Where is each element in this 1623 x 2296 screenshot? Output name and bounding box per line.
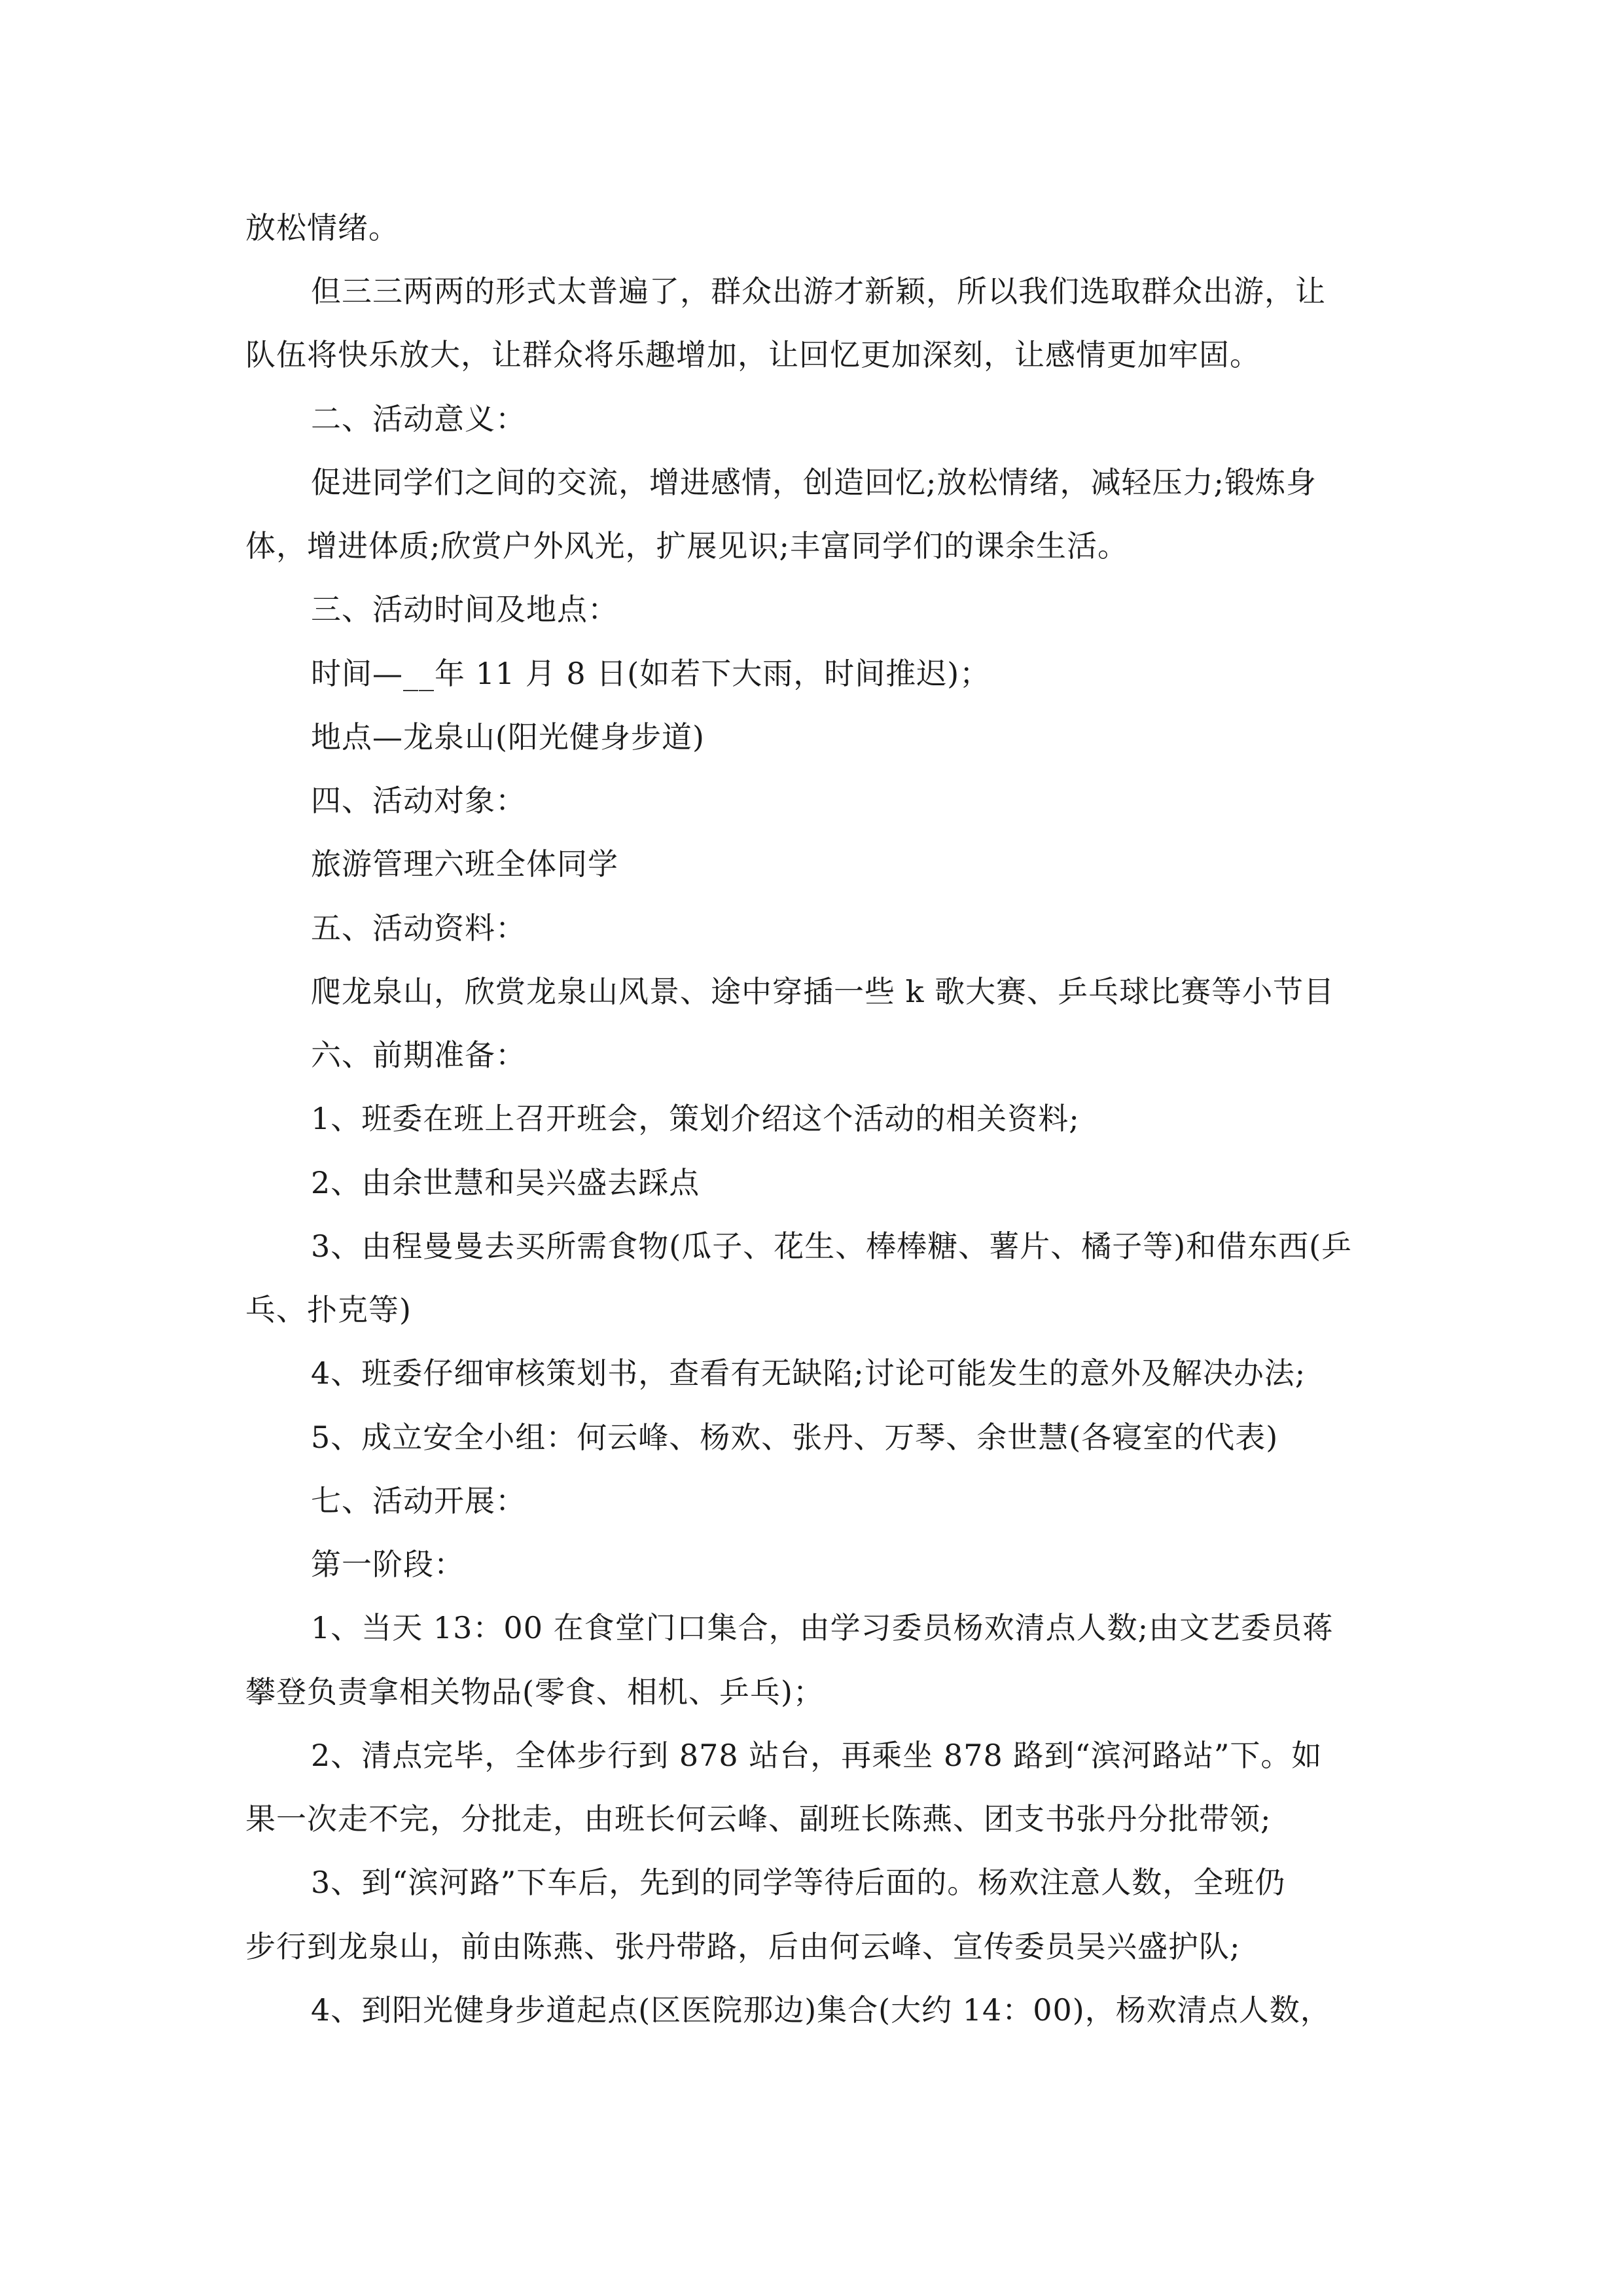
section-heading: 六、前期准备： (311, 1037, 526, 1073)
list-item: 4、到阳光健身步道起点(区医院那边)集合(大约 14：00)，杨欢清点人数， (311, 1992, 1331, 2028)
section-heading: 四、活动对象： (311, 783, 526, 818)
paragraph-line: 放松情绪。 (245, 210, 399, 245)
list-item: 1、班委在班上召开班会，策划介绍这个活动的相关资料; (311, 1101, 1080, 1136)
paragraph-line: 体，增进体质;欣赏户外风光，扩展见识;丰富同学们的课余生活。 (245, 528, 1128, 564)
section-heading: 三、活动时间及地点： (311, 592, 618, 627)
list-item: 2、清点完毕，全体步行到 878 站台，再乘坐 878 路到“滨河路站”下。如 (311, 1738, 1323, 1773)
paragraph-line: 旅游管理六班全体同学 (311, 846, 618, 882)
list-item: 4、班委仔细审核策划书，查看有无缺陷;讨论可能发生的意外及解决办法; (311, 1355, 1306, 1391)
paragraph-line: 队伍将快乐放大，让群众将乐趣增加，让回忆更加深刻，让感情更加牢固。 (245, 337, 1260, 372)
section-heading: 七、活动开展： (311, 1483, 526, 1518)
list-item-continuation: 果一次走不完，分批走，由班长何云峰、副班长陈燕、团支书张丹分批带领; (245, 1801, 1272, 1837)
paragraph-line: 时间—__年 11 月 8 日(如若下大雨，时间推迟)； (311, 656, 991, 691)
list-item: 2、由余世慧和吴兴盛去踩点 (311, 1165, 700, 1200)
paragraph-line: 促进同学们之间的交流，增进感情，创造回忆;放松情绪，减轻压力;锻炼身 (311, 465, 1317, 500)
list-item-continuation: 乓、扑克等) (245, 1292, 412, 1327)
list-item: 3、到“滨河路”下车后，先到的同学等待后面的。杨欢注意人数，全班仍 (311, 1865, 1286, 1900)
paragraph-line: 地点—龙泉山(阳光健身步道) (311, 719, 705, 755)
paragraph-line: 爬龙泉山，欣赏龙泉山风景、途中穿插一些 k 歌大赛、乒乓球比赛等小节目 (311, 974, 1335, 1009)
paragraph-line: 但三三两两的形式太普遍了，群众出游才新颖，所以我们选取群众出游，让 (311, 274, 1326, 309)
section-heading: 五、活动资料： (311, 910, 526, 946)
list-item: 3、由程曼曼去买所需食物(瓜子、花生、棒棒糖、薯片、橘子等)和借东西(乒 (311, 1229, 1353, 1264)
list-item: 5、成立安全小组：何云峰、杨欢、张丹、万琴、余世慧(各寝室的代表) (311, 1420, 1279, 1455)
list-item-continuation: 攀登负责拿相关物品(零食、相机、乒乓)； (245, 1674, 824, 1710)
list-item: 1、当天 13：00 在食堂门口集合，由学习委员杨欢清点人数;由文艺委员蒋 (311, 1610, 1334, 1645)
section-heading: 二、活动意义： (311, 401, 526, 437)
subsection-heading: 第一阶段： (311, 1547, 465, 1582)
list-item-continuation: 步行到龙泉山，前由陈燕、张丹带路，后由何云峰、宣传委员吴兴盛护队; (245, 1929, 1241, 1964)
